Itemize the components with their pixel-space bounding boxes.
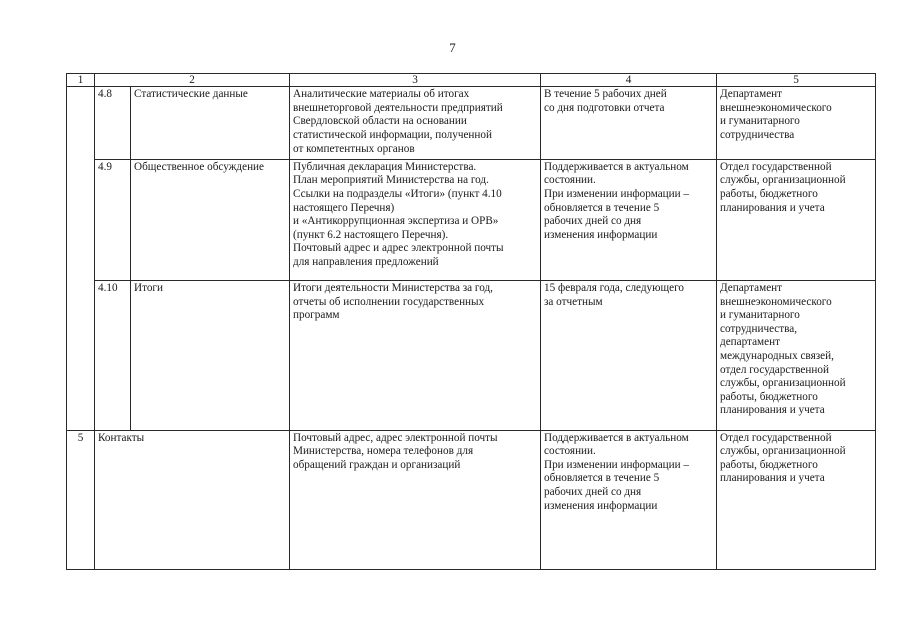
table-row [67,87,876,160]
header-col-5: 5 [717,74,876,87]
header-col-1: 1 [67,74,95,87]
table-row-section-5 [67,430,876,569]
header-col-4: 4 [541,74,717,87]
section-number: 5 [67,430,95,569]
header-row [67,74,876,87]
section-responsible: Отдел государственной службы, организационной работы, бюджетного планирования и учета [717,430,876,569]
header-col-2: 2 [95,74,290,87]
item-number: 4.8 [95,87,131,160]
section-number-empty [67,87,95,430]
item-content: Аналитические материалы об итогах внешнеторговой деятельности предприятий Свердловской области на основании статистической информации, полученной от компетентных органов [290,87,541,160]
item-name: Итоги [131,281,290,431]
item-responsible: Департамент внешнеэкономического и гуманитарного сотрудничества [717,87,876,160]
item-responsible: Отдел государственной службы, организационной работы, бюджетного планирования и учета [717,159,876,280]
item-deadline: Поддерживается в актуальном состоянии. При изменении информации – обновляется в течение 5 рабочих дней со дня изменения информации [541,159,717,280]
section-deadline: Поддерживается в актуальном состоянии. При изменении информации – обновляется в течение 5 рабочих дней со дня изменения информации [541,430,717,569]
item-responsible: Департамент внешнеэкономического и гуманитарного сотрудничества, департамент международных связей, отдел государственной службы, организационной работы, бюджетного планирования и учета [717,281,876,431]
item-deadline: 15 февраля года, следующего за отчетным [541,281,717,431]
item-number: 4.9 [95,159,131,280]
item-content: Итоги деятельности Министерства за год, отчеты об исполнении государственных программ [290,281,541,431]
section-name: Контакты [95,430,290,569]
page-number: 7 [449,40,456,55]
item-content: Публичная декларация Министерства. План мероприятий Министерства на год. Ссылки на подразделы «Итоги» (пункт 4.10 настоящего Перечня) и «Антикоррупционная экспертиза и ОРВ» (пункт 6.2 настоящего Перечня). Почтовый адрес и адрес электронной почты для направления предложений [290,159,541,280]
header-col-3: 3 [290,74,541,87]
item-deadline: В течение 5 рабочих дней со дня подготовки отчета [541,87,717,160]
table-row [67,281,876,431]
item-name: Общественное обсуждение [131,159,290,280]
table-row [67,159,876,280]
item-number: 4.10 [95,281,131,431]
document-table [66,73,876,570]
section-content: Почтовый адрес, адрес электронной почты Министерства, номера телефонов для обращений граждан и организаций [290,430,541,569]
item-name: Статистические данные [131,87,290,160]
